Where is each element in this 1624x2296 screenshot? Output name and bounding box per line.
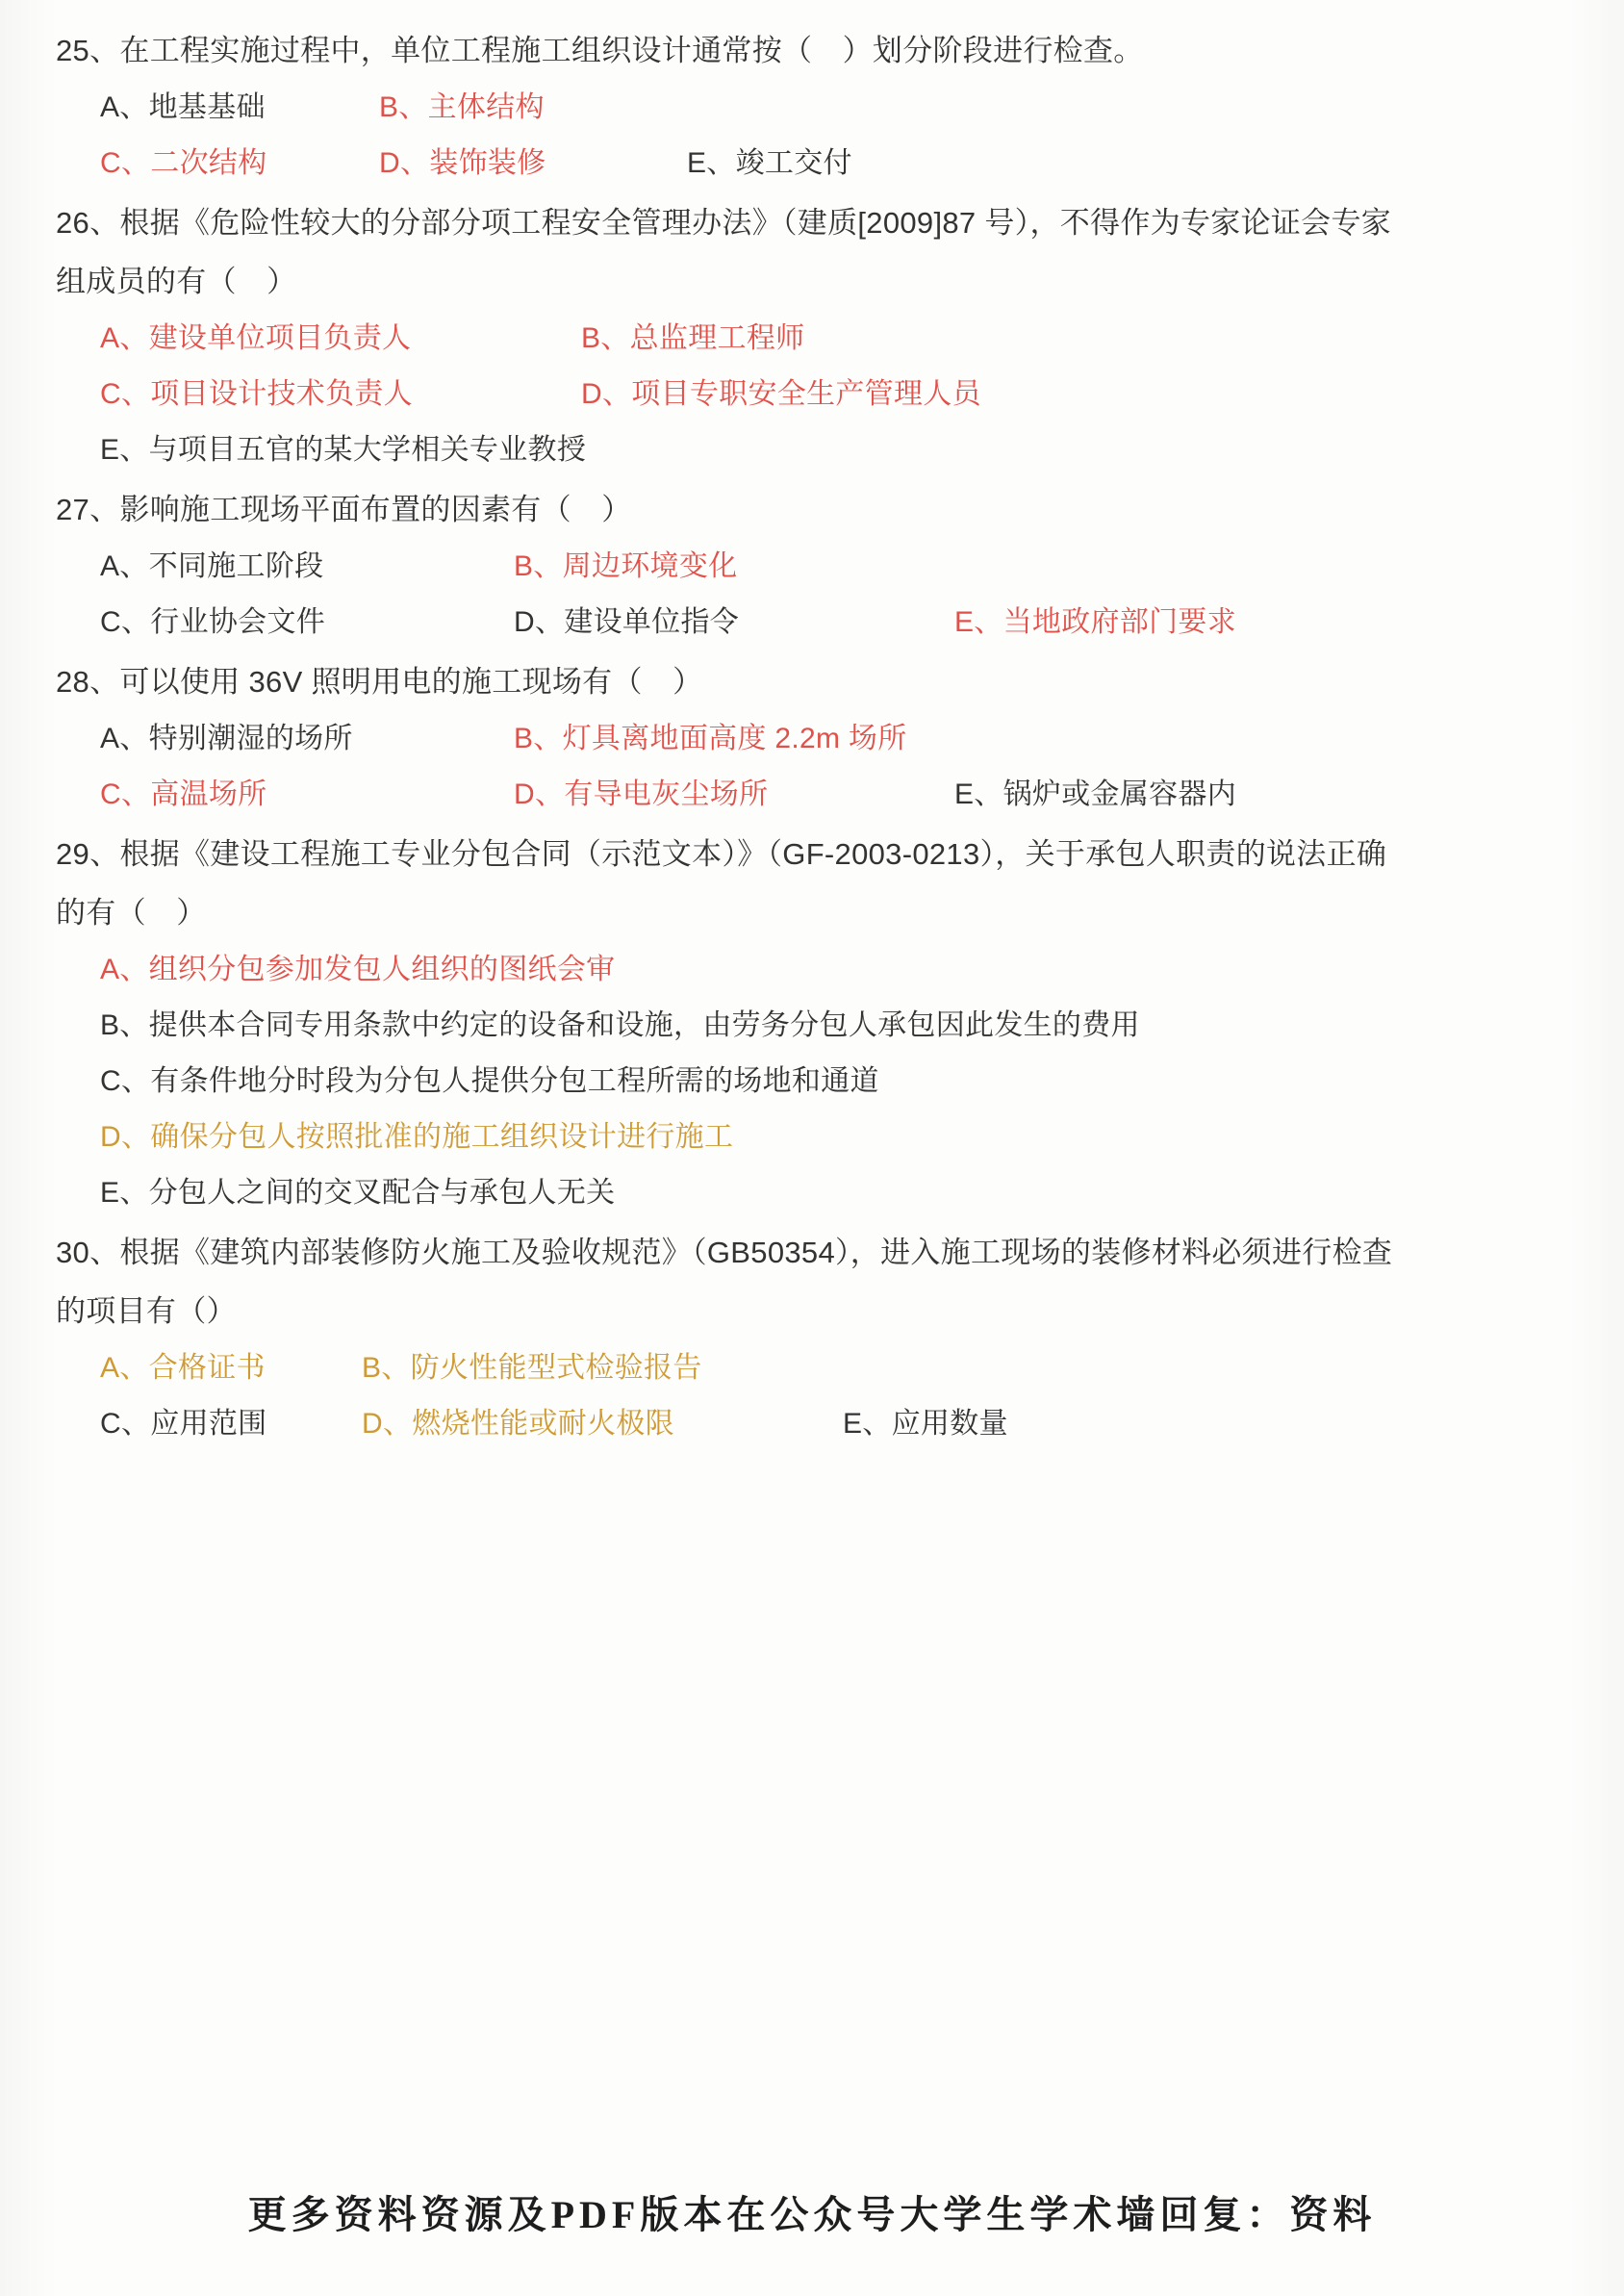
question-stem [56, 480, 1568, 539]
option-text: 建设单位指令 [564, 606, 740, 638]
question-block [56, 21, 1568, 191]
question-stem [56, 1223, 1568, 1282]
option-e[interactable] [100, 422, 774, 478]
option-label: A、 [100, 1352, 149, 1384]
option-text: 组织分包参加发包人组织的图纸会审 [148, 954, 616, 985]
option-text: 项目专职安全生产管理人员 [631, 378, 981, 410]
question-block [56, 825, 1568, 1221]
option-label: B、 [100, 1009, 149, 1041]
question-number: 29、 [56, 837, 120, 871]
option-label: B、 [514, 550, 563, 582]
option-row [56, 80, 1568, 136]
option-text: 与项目五官的某大学相关专业教授 [148, 434, 587, 466]
option-c[interactable] [100, 1054, 1255, 1110]
option-b[interactable] [581, 311, 985, 367]
option-a[interactable] [100, 942, 870, 998]
option-c[interactable] [100, 367, 581, 422]
option-a[interactable] [100, 539, 514, 595]
option-text: 确保分包人按照批准的施工组织设计进行施工 [150, 1121, 734, 1153]
option-e[interactable] [954, 595, 1416, 651]
option-e[interactable] [100, 1165, 966, 1221]
option-label: C、 [100, 378, 151, 410]
question-stem-text: 根据《建筑内部装修防火施工及验收规范》（GB50354），进入施工现场的装修材料必须进行检查 [119, 1236, 1393, 1269]
option-text: 总监理工程师 [629, 322, 805, 354]
option-row [56, 1340, 1568, 1396]
option-e[interactable] [843, 1396, 1131, 1452]
question-stem [56, 652, 1568, 711]
option-c[interactable] [100, 1396, 362, 1452]
option-label: C、 [100, 1065, 151, 1097]
question-number: 25、 [56, 34, 120, 67]
option-label: D、 [581, 378, 632, 410]
option-row [56, 136, 1568, 191]
option-label: C、 [100, 147, 151, 179]
option-label: E、 [954, 606, 1003, 638]
option-label: B、 [514, 723, 563, 754]
option-row [56, 942, 1568, 998]
option-label: E、 [954, 778, 1003, 810]
option-label: D、 [514, 606, 565, 638]
option-text: 合格证书 [148, 1352, 266, 1384]
option-label: A、 [100, 91, 149, 123]
option-label: E、 [100, 1177, 149, 1209]
option-label: C、 [100, 778, 151, 810]
option-label: B、 [581, 322, 630, 354]
option-label: D、 [362, 1408, 413, 1440]
option-label: A、 [100, 723, 149, 754]
option-text: 项目设计技术负责人 [150, 378, 413, 410]
option-b[interactable] [514, 539, 927, 595]
option-b[interactable] [362, 1340, 901, 1396]
question-stem-text: 根据《建设工程施工专业分包合同（示范文本）》（GF-2003-0213），关于承包人职责的说法正确 [119, 837, 1387, 871]
question-block [56, 193, 1568, 478]
question-number: 30、 [56, 1236, 120, 1269]
option-d[interactable] [514, 595, 954, 651]
option-e[interactable] [954, 767, 1416, 823]
option-d[interactable] [379, 136, 687, 191]
option-text: 有导电灰尘场所 [564, 778, 769, 810]
option-d[interactable] [514, 767, 954, 823]
question-stem [56, 21, 1568, 80]
option-b[interactable] [514, 711, 1053, 767]
option-label: A、 [100, 954, 149, 985]
option-d[interactable] [100, 1110, 1062, 1165]
option-text: 周边环境变化 [562, 550, 738, 582]
option-label: A、 [100, 550, 149, 582]
option-d[interactable] [362, 1396, 843, 1452]
option-a[interactable] [100, 1340, 362, 1396]
option-label: B、 [379, 91, 428, 123]
option-label: E、 [100, 434, 149, 466]
option-d[interactable] [581, 367, 1062, 422]
option-text: 当地政府部门要求 [1002, 606, 1237, 638]
question-number: 26、 [56, 206, 120, 240]
option-b[interactable] [100, 998, 1447, 1054]
option-label: C、 [100, 1408, 151, 1440]
option-e[interactable] [687, 136, 966, 191]
option-label: E、 [687, 147, 736, 179]
option-row [56, 1396, 1568, 1452]
option-label: D、 [100, 1121, 151, 1153]
option-text: 防火性能型式检验报告 [410, 1352, 702, 1384]
option-text: 建设单位项目负责人 [148, 322, 412, 354]
question-stem-line2: 的有（ ） [56, 896, 207, 930]
option-row [56, 1110, 1568, 1165]
question-stem-line2: 的项目有（） [56, 1294, 237, 1328]
option-label: C、 [100, 606, 151, 638]
option-c[interactable] [100, 595, 514, 651]
question-stem-text: 可以使用 36V 照明用电的施工现场有（ ） [119, 665, 703, 699]
option-label: B、 [362, 1352, 411, 1384]
option-row [56, 1054, 1568, 1110]
option-text: 竣工交付 [735, 147, 852, 179]
option-a[interactable] [100, 711, 514, 767]
question-stem-text: 影响施工现场平面布置的因素有（ ） [119, 493, 632, 526]
option-text: 高温场所 [150, 778, 267, 810]
question-stem-text: 根据《危险性较大的分部分项工程安全管理办法》（建质[2009]87 号），不得作为专家论证会专家 [119, 206, 1392, 240]
option-label: E、 [843, 1408, 892, 1440]
question-stem [56, 825, 1568, 883]
option-row [56, 595, 1568, 651]
question-number: 27、 [56, 493, 120, 526]
option-a[interactable] [100, 80, 379, 136]
option-text: 二次结构 [150, 147, 267, 179]
option-c[interactable] [100, 767, 514, 823]
option-label: D、 [514, 778, 565, 810]
question-stem [56, 193, 1568, 252]
page-footer-note: 更多资料资源及PDF版本在公众号大学生学术墙回复：资料 [247, 2193, 1377, 2236]
option-text: 主体结构 [427, 91, 545, 123]
option-text: 燃烧性能或耐火极限 [412, 1408, 674, 1440]
option-c[interactable] [100, 136, 379, 191]
option-row [56, 422, 1568, 478]
question-block [56, 480, 1568, 651]
option-row [56, 711, 1568, 767]
option-row [56, 367, 1568, 422]
option-text: 应用数量 [891, 1408, 1008, 1440]
option-row [56, 539, 1568, 595]
option-text: 装饰装修 [429, 147, 546, 179]
option-text: 有条件地分时段为分包人提供分包工程所需的场地和通道 [150, 1065, 879, 1097]
option-text: 提供本合同专用条款中约定的设备和设施，由劳务分包人承包因此发生的费用 [148, 1009, 1140, 1041]
question-block [56, 1223, 1568, 1452]
option-a[interactable] [100, 311, 581, 367]
option-text: 灯具离地面高度 2.2m 场所 [562, 723, 907, 754]
option-text: 不同施工阶段 [148, 550, 324, 582]
option-row [56, 998, 1568, 1054]
option-text: 特别潮湿的场所 [148, 723, 353, 754]
option-row [56, 311, 1568, 367]
option-text: 行业协会文件 [150, 606, 326, 638]
question-stem-line2: 组成员的有（ ） [56, 265, 297, 298]
option-label: A、 [100, 322, 149, 354]
option-row [56, 1165, 1568, 1221]
option-row [56, 767, 1568, 823]
option-b[interactable] [379, 80, 658, 136]
option-text: 分包人之间的交叉配合与承包人无关 [148, 1177, 616, 1209]
question-stem-text: 在工程实施过程中，单位工程施工组织设计通常按（ ）划分阶段进行检查。 [119, 34, 1144, 67]
option-label: D、 [379, 147, 430, 179]
option-text: 地基基础 [148, 91, 266, 123]
question-number: 28、 [56, 665, 120, 699]
option-text: 锅炉或金属容器内 [1002, 778, 1237, 810]
option-text: 应用范围 [150, 1408, 267, 1440]
question-block [56, 652, 1568, 823]
